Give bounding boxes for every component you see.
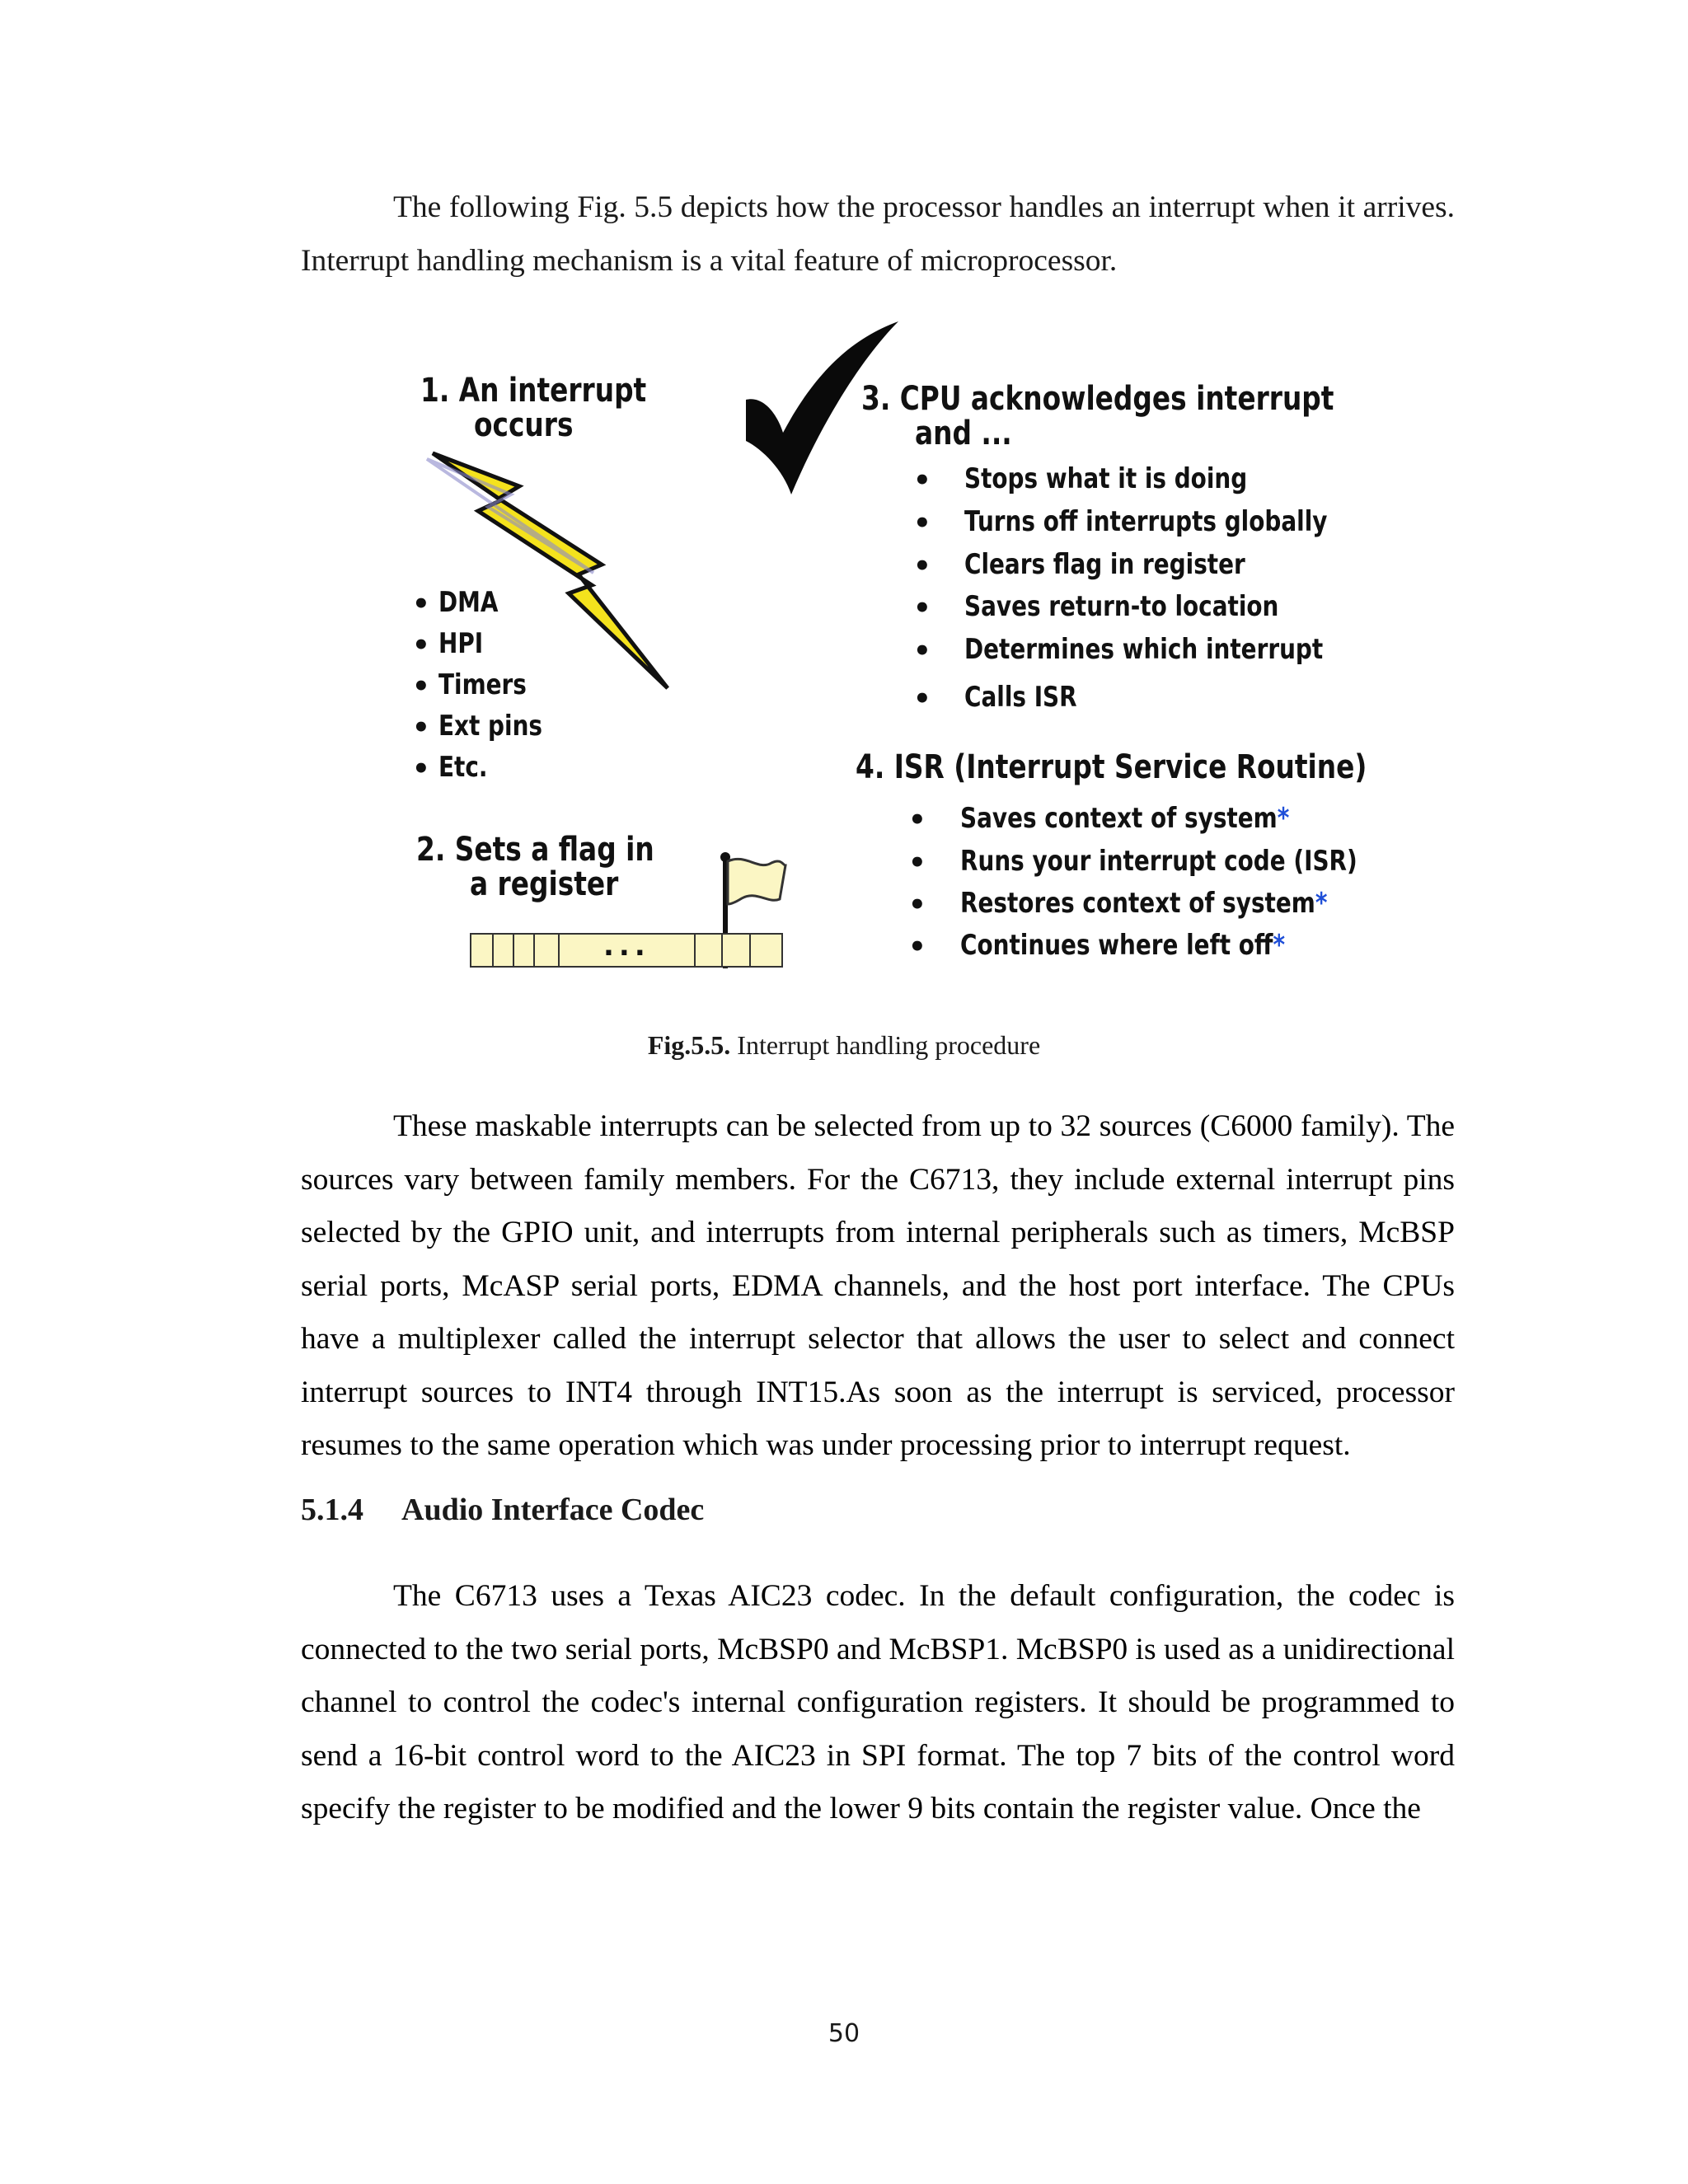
step3-item: Calls ISR (964, 681, 1077, 714)
step3-item: Stops what it is doing (964, 462, 1248, 495)
step3-bullet: • (913, 635, 931, 668)
step2-line2: a register (470, 865, 619, 903)
step3-item: Saves return-to location (964, 590, 1279, 623)
figure-caption (0, 1030, 1688, 1061)
step3-bullet: • (913, 507, 931, 540)
body-section (301, 1100, 1455, 1473)
source-bullet: • (412, 752, 430, 785)
step4-item: Restores context of system* (960, 887, 1328, 920)
step4-item: Runs your interrupt code (ISR) (960, 845, 1357, 878)
step4-bullet: • (908, 888, 926, 921)
footnote-star: * (1315, 887, 1328, 920)
flag-icon (728, 859, 785, 904)
footnote-star: * (1277, 802, 1290, 835)
source-item: Timers (438, 668, 527, 701)
caption-text: Interrupt handling procedure (737, 1030, 1041, 1060)
step3-item: Clears flag in register (964, 548, 1245, 581)
step1-line1: 1. An interrupt (420, 372, 647, 410)
intro-section (301, 181, 1455, 288)
step4-bullet: • (908, 804, 926, 837)
section-number: 5.1.4 (301, 1493, 363, 1527)
source-bullet: • (412, 711, 430, 744)
register-bar (470, 930, 783, 968)
step4-title: 4. ISR (Interrupt Service Routine) (856, 748, 1367, 786)
step3-bullet: • (913, 682, 931, 715)
step3-bullet: • (913, 550, 931, 583)
source-bullet: • (412, 670, 430, 703)
interrupt-figure (396, 317, 1459, 993)
step4-item: Continues where left off* (960, 929, 1286, 962)
source-item: DMA (438, 586, 499, 619)
footnote-star: * (1273, 929, 1286, 962)
section-title: Audio Interface Codec (401, 1493, 705, 1527)
page-number: 50 (828, 2019, 860, 2048)
step4-bullet: • (908, 846, 926, 879)
codec-section (301, 1570, 1455, 1836)
source-item: HPI (438, 627, 484, 660)
step3-item: Turns off interrupts globally (964, 505, 1328, 538)
source-item: Etc. (438, 751, 488, 784)
step3-bullet: • (913, 464, 931, 497)
source-item: Ext pins (438, 710, 543, 743)
section-heading (301, 1492, 704, 1528)
register-ellipsis: ... (603, 930, 650, 963)
step4-item: Saves context of system* (960, 802, 1290, 835)
codec-paragraph: The C6713 uses a Texas AIC23 codec. In the default configuration, the codec is connected to the two serial ports, McBSP0 and McBSP1. McBSP0 is used as a unidirectional channel to control the codec's internal configuration registers. It should be programmed to send a 16-bit control word to the AIC23 in SPI format. The top 7 bits of the control word specify the register to be modified and the lower 9 bits contain the register value. Once the (301, 1579, 1455, 1825)
step1-line2: occurs (474, 406, 574, 444)
source-bullet: • (412, 629, 430, 662)
step4-bullet: • (908, 930, 926, 963)
intro-paragraph: The following Fig. 5.5 depicts how the processor handles an interrupt when it arrives. Interrupt handling mechanism is a vital feature of microprocessor. (301, 190, 1455, 278)
step3-line2: and ... (915, 415, 1012, 452)
step3-item: Determines which interrupt (964, 633, 1324, 666)
caption-label: Fig.5.5. (647, 1030, 731, 1060)
step2-line1: 2. Sets a flag in (416, 831, 654, 869)
source-bullet: • (412, 588, 430, 621)
step3-bullet: • (913, 592, 931, 625)
step3-line1: 3. CPU acknowledges interrupt (861, 380, 1334, 418)
body-paragraph: These maskable interrupts can be selected from up to 32 sources (C6000 family). The sources vary between family members. For the C6713, they include external interrupt pins selected by the GPIO unit, and interrupts from internal peripherals such as timers, McBSP serial ports, McASP serial ports, EDMA channels, and the host port interface. The CPUs have a multiplexer called the interrupt selector that allows the user to select and connect interrupt sources to INT4 through INT15.As soon as the interrupt is serviced, processor resumes to the same operation which was under processing prior to interrupt request. (301, 1109, 1455, 1462)
